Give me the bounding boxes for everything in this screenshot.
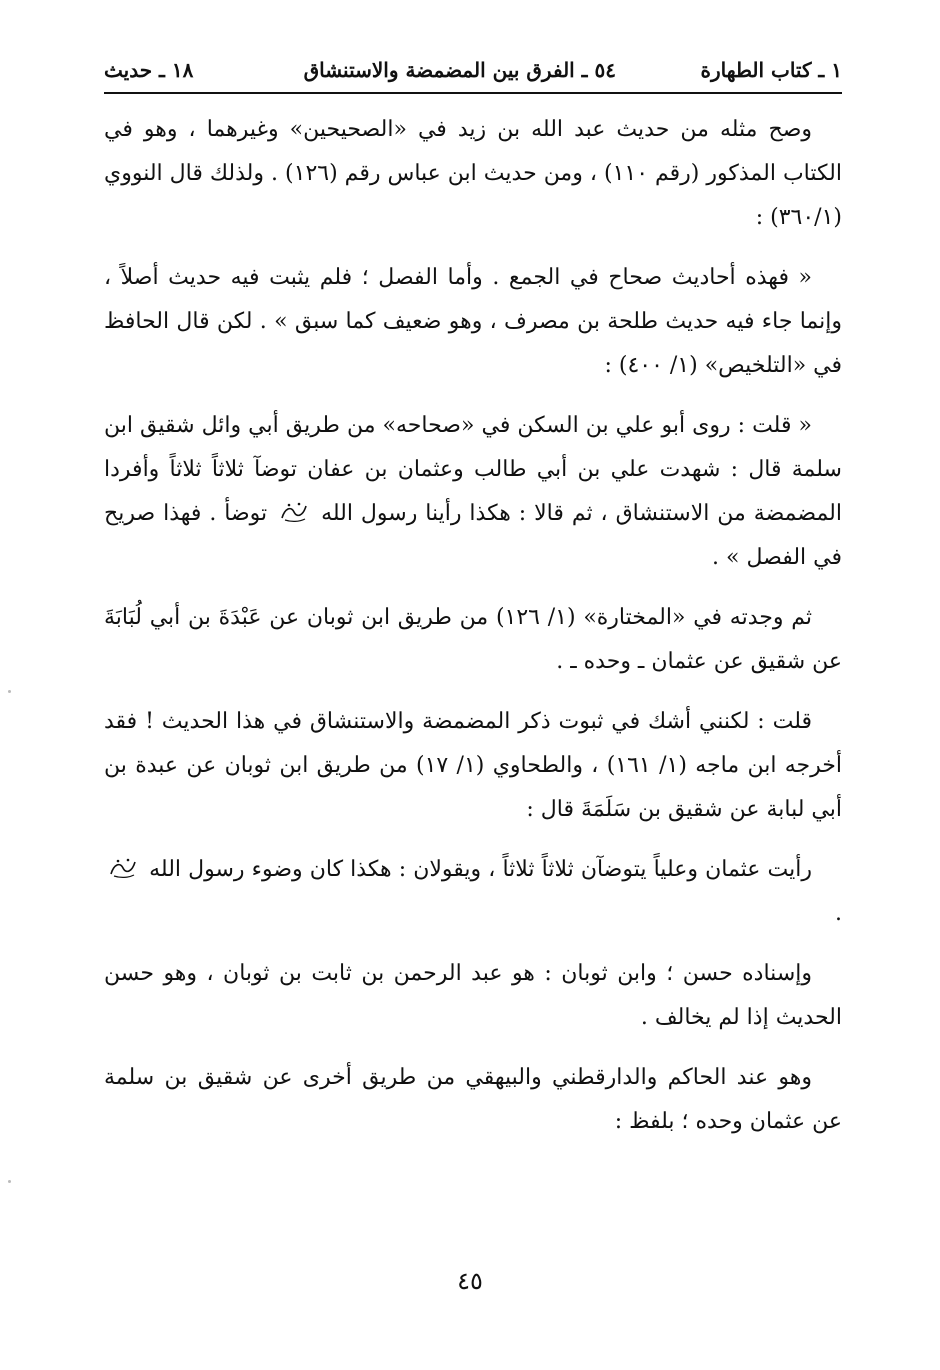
header-hadith-number: ١٨ ـ حديث: [104, 58, 194, 82]
paragraph-3-text-before: « قلت : روى أبو علي بن السكن في «صحاحه» من طريق أبي وائل شقيق ابن سلمة قال : شهدت علي بن أبي طالب وعثمان بن عفان توضآ ثلاثاً ثلاثاً وأفردا المضمضة من الاستنشاق ، ثم قالا : هكذا رأينا رسول الله: [104, 413, 842, 526]
header-chapter-title: ٥٤ ـ الفرق بين المضمضة والاستنشاق: [303, 58, 616, 82]
paragraph-3-text-after: توضأ . فهذا صريح في الفصل » .: [104, 501, 842, 570]
paragraph-2: « فهذه أحاديث صحاح في الجمع . وأما الفصل ؛ فلم يثبت فيه حديث أصلاً ، وإنما جاء فيه حديث طلحة بن مصرف ، وهو ضعيف كما سبق » . لكن قال الحافظ في «التلخيص» (١/ ٤٠٠) :: [104, 265, 842, 378]
paragraph-3: [104, 404, 842, 580]
paragraph-6-text-before: رأيت عثمان وعلياً يتوضآن ثلاثاً ثلاثاً ، ويقولان : هكذا كان وضوء رسول الله: [149, 857, 812, 882]
page-body: [104, 108, 842, 1160]
scan-speck: [8, 690, 11, 693]
running-header: [104, 50, 842, 90]
paragraph-6: [104, 848, 842, 936]
salawat-ligature-icon: [279, 500, 309, 524]
paragraph-8: وهو عند الحاكم والدارقطني والبيهقي من طريق أخرى عن شقيق بن سلمة عن عثمان وحده ؛ بلفظ :: [104, 1065, 842, 1134]
paragraph-1: وصح مثله من حديث عبد الله بن زيد في «الصحيحين» وغيرهما ، وهو في الكتاب المذكور (رقم ١١٠) ، ومن حديث ابن عباس رقم (١٢٦) . ولذلك قال النووي (٣٦٠/١) :: [104, 117, 842, 230]
page-number: ٤٥: [457, 1267, 483, 1295]
paragraph-4: ثم وجدته في «المختارة» (١/ ١٢٦) من طريق ابن ثوبان عن عَبْدَةَ بن أبي لُبَابَةَ عن شقيق عن عثمان ـ وحده ـ .: [104, 605, 842, 674]
paragraph-7: وإسناده حسن ؛ وابن ثوبان : هو عبد الرحمن بن ثابت بن ثوبان ، وهو حسن الحديث إذا لم يخالف .: [104, 961, 842, 1030]
scan-speck: [8, 1180, 11, 1183]
salawat-ligature-icon: [108, 856, 138, 880]
header-book-title: ١ ـ كتاب الطهارة: [700, 58, 842, 82]
header-divider: [104, 92, 842, 94]
paragraph-6-text-after: .: [835, 901, 842, 926]
paragraph-5: قلت : لكنني أشك في ثبوت ذكر المضمضة والاستنشاق في هذا الحديث ! فقد أخرجه ابن ماجه (١/ ١٦١) ، والطحاوي (١/ ١٧) من طريق ابن ثوبان عن عبدة بن أبي لبابة عن شقيق بن سَلَمَةَ قال :: [104, 709, 843, 822]
